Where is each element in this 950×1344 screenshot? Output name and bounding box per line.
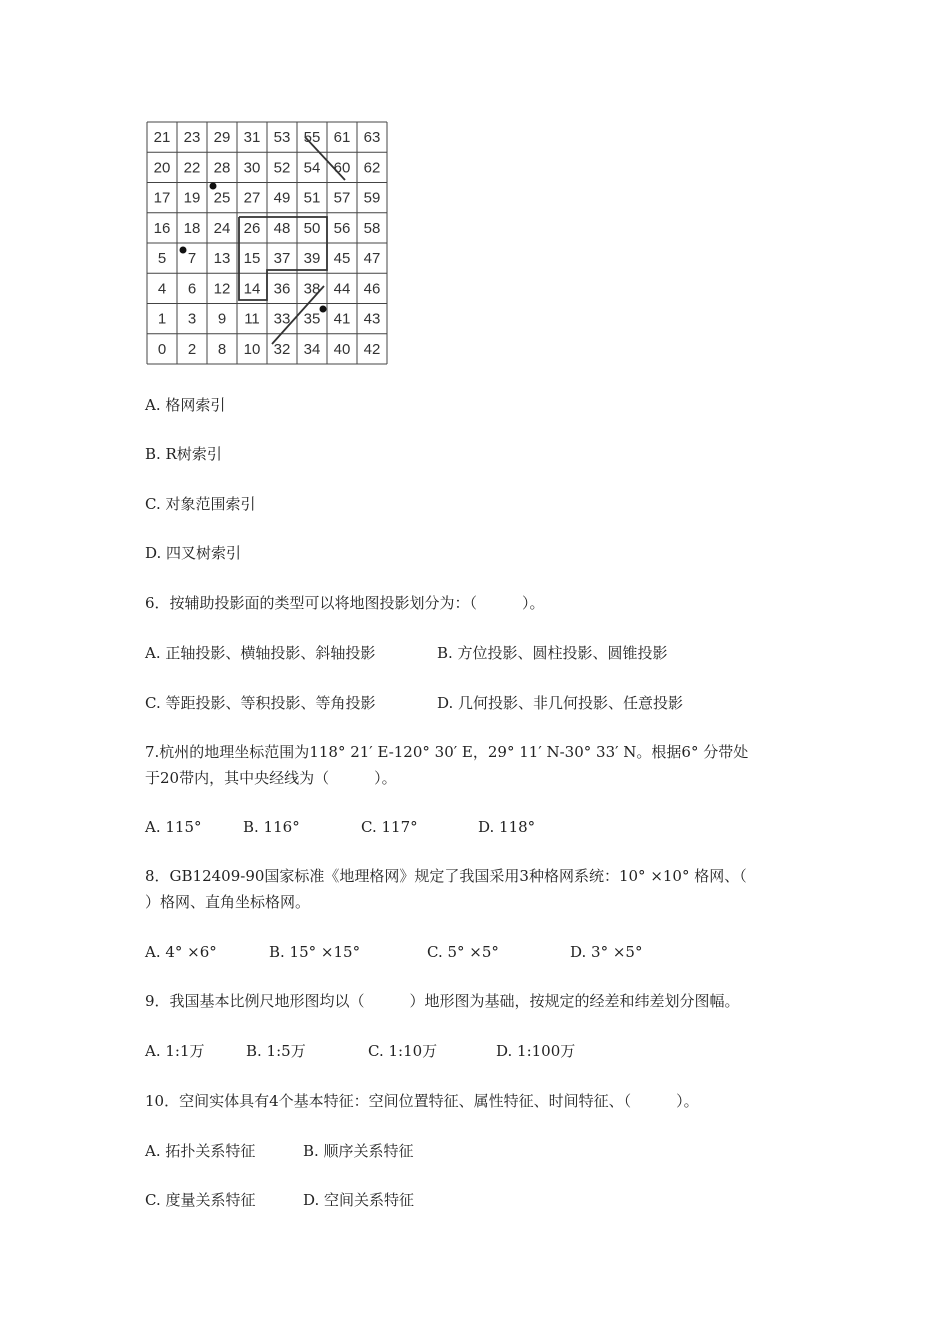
- grid-cell-label: 30: [243, 159, 261, 177]
- grid-cell-label: 52: [273, 159, 291, 177]
- q7-stem-line1: 7.杭州的地理坐标范围为118° 21′ E-120° 30′ E，29° 11′ N-30° 33′ N。根据6° 分带处: [145, 743, 749, 761]
- q7-option-a: A. 115°: [145, 818, 202, 836]
- q6-option-b: B. 方位投影、圆柱投影、圆锥投影: [437, 644, 668, 662]
- q8-stem-line1: 8．GB12409-90国家标准《地理格网》规定了我国采用3种格网系统：10° ×10° 格网、（: [145, 867, 747, 885]
- q5-option-a: A. 格网索引: [145, 396, 226, 414]
- grid-cell-label: 36: [273, 280, 291, 298]
- grid-cell-label: 16: [153, 219, 171, 237]
- grid-cell-label: 43: [363, 310, 381, 328]
- q8-option-c: C. 5° ×5°: [427, 943, 499, 961]
- grid-cell-label: 3: [187, 310, 197, 328]
- q8-option-d: D. 3° ×5°: [570, 943, 643, 961]
- grid-cell-label: 40: [333, 340, 351, 358]
- grid-cell-label: 12: [213, 280, 231, 298]
- grid-cell-label: 42: [363, 340, 381, 358]
- q8-stem-line2: ）格网、直角坐标格网。: [145, 893, 311, 911]
- q5-option-d: D. 四叉树索引: [145, 544, 242, 562]
- grid-cell-label: 9: [217, 310, 227, 328]
- grid-cell-label: 14: [243, 280, 261, 298]
- grid-cell-label: 20: [153, 159, 171, 177]
- q8-option-b: B. 15° ×15°: [269, 943, 361, 961]
- grid-cell-label: 47: [363, 250, 381, 268]
- q10-stem: 10．空间实体具有4个基本特征：空间位置特征、属性特征、时间特征、（ ）。: [145, 1092, 699, 1110]
- grid-cell-label: 11: [244, 310, 260, 328]
- grid-cell-label: 53: [273, 129, 291, 147]
- q6-option-d: D. 几何投影、非几何投影、任意投影: [437, 694, 684, 712]
- q8-option-a: A. 4° ×6°: [145, 943, 217, 961]
- grid-cell-label: 54: [303, 159, 321, 177]
- grid-cell-label: 8: [217, 340, 227, 358]
- grid-cell-label: 24: [213, 219, 231, 237]
- grid-cell-label: 38: [303, 280, 321, 298]
- grid-cell-label: 28: [213, 159, 231, 177]
- grid-cell-label: 21: [153, 129, 171, 147]
- grid-cell-label: 18: [183, 219, 201, 237]
- q7-stem-line2: 于20带内，其中央经线为（ ）。: [145, 769, 397, 787]
- q10-options-row2: [145, 1190, 415, 1250]
- q5-option-b: B. R树索引: [145, 445, 222, 463]
- grid-cell-label: 19: [183, 189, 201, 207]
- q9-option-a: A. 1:1万: [145, 1042, 205, 1060]
- grid-cell-label: 45: [333, 250, 351, 268]
- grid-cell-label: 1: [157, 310, 167, 328]
- q6-option-c: C. 等距投影、等积投影、等角投影: [145, 694, 376, 712]
- point-feature: [180, 247, 187, 254]
- grid-cell-label: 56: [333, 219, 351, 237]
- grid-cell-label: 50: [303, 219, 321, 237]
- grid-cell-label: 57: [333, 189, 351, 207]
- q9-option-d: D. 1:100万: [496, 1042, 576, 1060]
- grid-cell-label: 25: [213, 189, 231, 207]
- q7-option-c: C. 117°: [361, 818, 418, 836]
- point-feature: [210, 183, 217, 190]
- q10-option-d: D. 空间关系特征: [303, 1191, 415, 1209]
- grid-cell-label: 13: [213, 250, 231, 268]
- grid-cell-label: 39: [303, 250, 321, 268]
- grid-cell-label: 58: [363, 219, 381, 237]
- grid-lines: [147, 122, 387, 364]
- q5-option-c: C. 对象范围索引: [145, 495, 256, 513]
- grid-cell-label: 60: [333, 159, 351, 177]
- grid-cell-label: 2: [187, 340, 197, 358]
- grid-cell-label: 46: [363, 280, 381, 298]
- q7-option-d: D. 118°: [478, 818, 536, 836]
- grid-cell-label: 51: [303, 189, 321, 207]
- grid-cell-label: 29: [213, 129, 231, 147]
- grid-cell-label: 26: [243, 219, 261, 237]
- q9-option-c: C. 1:10万: [368, 1042, 438, 1060]
- grid-cell-label: 59: [363, 189, 381, 207]
- grid-cell-label: 4: [157, 280, 167, 298]
- grid-cell-label: 0: [157, 340, 167, 358]
- grid-cell-label: 32: [273, 340, 291, 358]
- grid-cell-label: 5: [157, 250, 167, 268]
- q9-stem: 9．我国基本比例尺地形图均以（ ）地形图为基础，按规定的经差和纬差划分图幅。: [145, 992, 740, 1010]
- grid-cell-label: 6: [187, 280, 197, 298]
- grid-cell-label: 49: [273, 189, 291, 207]
- grid-cell-label: 22: [183, 159, 201, 177]
- grid-cell-label: 35: [303, 310, 321, 328]
- q6-option-a: A. 正轴投影、横轴投影、斜轴投影: [145, 644, 376, 662]
- q10-option-a: A. 拓扑关系特征: [145, 1142, 256, 1160]
- q6-stem: 6．按辅助投影面的类型可以将地图投影划分为：（ ）。: [145, 594, 545, 612]
- grid-cell-label: 15: [243, 250, 261, 268]
- grid-cell-label: 44: [333, 280, 351, 298]
- grid-cell-label: 23: [183, 129, 201, 147]
- grid-cell-label: 63: [363, 129, 381, 147]
- grid-cell-label: 33: [273, 310, 291, 328]
- grid-cell-label: 55: [303, 129, 321, 147]
- q9-option-b: B. 1:5万: [246, 1042, 306, 1060]
- grid-cell-label: 7: [187, 250, 197, 268]
- grid-index-figure: [146, 121, 388, 365]
- q10-option-c: C. 度量关系特征: [145, 1191, 256, 1209]
- grid-cell-label: 62: [363, 159, 381, 177]
- grid-cell-label: 48: [273, 219, 291, 237]
- grid-cell-label: 10: [243, 340, 261, 358]
- grid-cell-label: 37: [273, 250, 291, 268]
- q7-option-b: B. 116°: [243, 818, 300, 836]
- grid-cell-label: 61: [333, 129, 351, 147]
- grid-cell-label: 17: [153, 189, 171, 207]
- grid-cell-label: 41: [333, 310, 351, 328]
- grid-cell-label: 27: [243, 189, 261, 207]
- grid-cell-label: 31: [243, 129, 261, 147]
- q10-option-b: B. 顺序关系特征: [303, 1142, 414, 1160]
- grid-cell-label: 34: [303, 340, 321, 358]
- point-feature: [320, 306, 327, 313]
